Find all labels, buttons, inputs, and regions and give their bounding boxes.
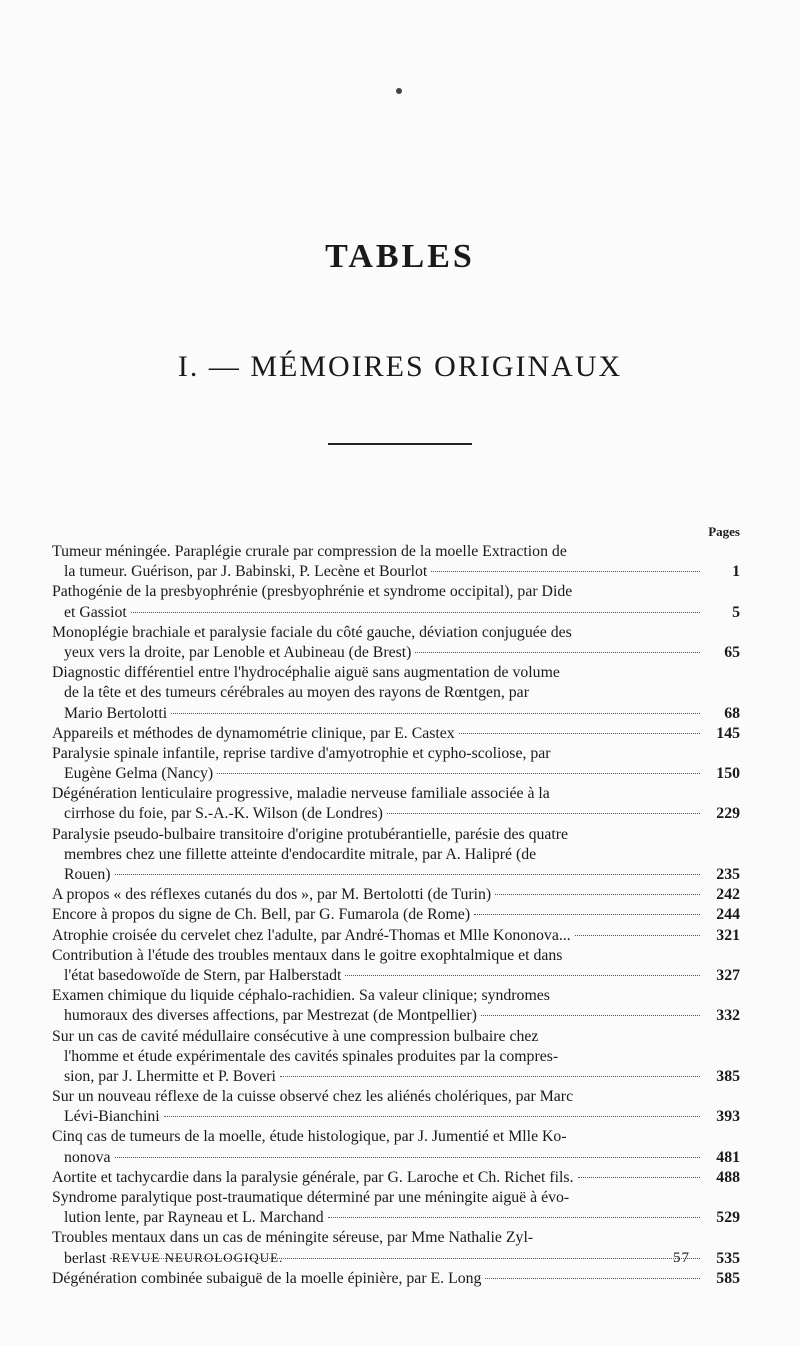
toc-entry-text: A propos « des réflexes cutanés du dos », par M. Bertolotti (de Turin) — [52, 886, 492, 904]
toc-entry-text: Eugène Gelma (Nancy) — [64, 765, 214, 783]
toc-entry-text: nonova — [64, 1148, 111, 1166]
toc-entry — [52, 663, 740, 724]
toc-page-number: 5 — [732, 603, 740, 621]
toc-page-number: 321 — [716, 926, 740, 944]
toc-page-number: 488 — [716, 1168, 740, 1186]
toc-entry-line — [52, 704, 740, 724]
toc-entry — [52, 1027, 740, 1088]
toc-entry-text: Paralysie pseudo-bulbaire transitoire d'origine protubérantielle, parésie des quatre — [52, 825, 569, 843]
toc-entry-line — [52, 1087, 740, 1107]
toc-entry-line — [52, 885, 740, 905]
toc-entry-text: Paralysie spinale infantile, reprise tardive d'amyotrophie et cypho-scoliose, par — [52, 744, 551, 762]
toc-entry — [52, 1188, 740, 1228]
journal-name: REVUE NEUROLOGIQUE. — [112, 1250, 284, 1265]
toc-entry-line — [52, 582, 740, 602]
dot-leader — [280, 1076, 700, 1077]
toc-entry-line — [52, 1067, 740, 1087]
dot-leader — [171, 713, 700, 714]
toc-entry — [52, 1127, 740, 1167]
toc-entry — [52, 744, 740, 784]
toc-page-number: 65 — [724, 643, 740, 661]
ink-dot — [396, 88, 402, 94]
dot-leader — [415, 652, 700, 653]
dot-leader — [387, 813, 700, 814]
toc-entry-text: lution lente, par Rayneau et L. Marchand — [64, 1209, 324, 1227]
toc-entry-line — [52, 724, 740, 744]
toc-entry — [52, 582, 740, 622]
pages-column-header: Pages — [708, 524, 740, 539]
toc-entry-text: Sur un nouveau réflexe de la cuisse observé chez les aliénés cholériques, par Marc — [52, 1088, 574, 1106]
toc-entry-text: Mario Bertolotti — [64, 704, 168, 722]
dot-leader — [217, 773, 700, 774]
toc-entry-text: sion, par J. Lhermitte et P. Boveri — [64, 1067, 276, 1085]
toc-entry — [52, 986, 740, 1026]
toc-entry-text: cirrhose du foie, par S.-A.-K. Wilson (de Londres) — [64, 805, 383, 823]
toc-entry-text: Atrophie croisée du cervelet chez l'adulte, par André-Thomas et Mlle Kononova... — [52, 926, 571, 944]
toc-entry-text: Tumeur méningée. Paraplégie crurale par compression de la moelle Extraction de — [52, 543, 567, 560]
toc-entry-line — [52, 663, 740, 683]
toc-page-number: 535 — [716, 1249, 740, 1267]
toc-entry-text: et Gassiot — [64, 603, 127, 621]
toc-entry-text: Diagnostic différentiel entre l'hydrocéphalie aiguë sans augmentation de volume — [52, 664, 560, 682]
toc-entry-text: yeux vers la droite, par Lenoble et Aubineau (de Brest) — [64, 643, 412, 661]
toc-entry-text: Troubles mentaux dans un cas de méningite séreuse, par Mme Nathalie Zyl- — [52, 1229, 534, 1247]
toc-entry-line — [52, 643, 740, 663]
toc-entry-line — [52, 1107, 740, 1127]
toc-entry-line — [52, 926, 740, 946]
dot-leader — [495, 894, 700, 895]
toc-entry-line — [52, 905, 740, 925]
divider — [328, 443, 472, 445]
toc-entry-line — [52, 986, 740, 1006]
toc-entry-text: berlast — [64, 1249, 107, 1267]
toc-entry-text: Appareils et méthodes de dynamométrie clinique, par E. Castex — [52, 724, 455, 742]
toc-entry-line — [52, 1127, 740, 1147]
toc-entry-line — [52, 1006, 740, 1026]
toc-entry-line — [52, 1269, 740, 1289]
toc-entry-text: Aortite et tachycardie dans la paralysie générale, par G. Laroche et Ch. Richet fils. — [52, 1168, 574, 1186]
toc-entry-line — [52, 865, 740, 885]
toc-entry — [52, 623, 740, 663]
dot-leader — [164, 1116, 700, 1117]
toc-entry-text: Cinq cas de tumeurs de la moelle, étude histologique, par J. Jumentié et Mlle Ko- — [52, 1128, 567, 1146]
dot-leader — [328, 1217, 700, 1218]
table-of-contents — [52, 542, 740, 1289]
toc-entry-text: Contribution à l'étude des troubles mentaux dans le goitre exophtalmique et dans — [52, 946, 563, 964]
dot-leader — [578, 1177, 700, 1178]
toc-entry-text: la tumeur. Guérison, par J. Babinski, P. Lecène et Bourlot — [64, 563, 428, 581]
toc-entry-line — [52, 1148, 740, 1168]
toc-entry-text: Encore à propos du signe de Ch. Bell, par G. Fumarola (de Rome) — [52, 906, 471, 924]
toc-entry — [52, 724, 740, 744]
toc-entry — [52, 1168, 740, 1188]
page-footer — [112, 1250, 690, 1267]
toc-entry-text: Monoplégie brachiale et paralysie faciale du côté gauche, déviation conjuguée des — [52, 623, 572, 641]
toc-entry-text: Sur un cas de cavité médullaire consécutive à une compression bulbaire chez — [52, 1027, 539, 1045]
toc-entry-line — [52, 804, 740, 824]
toc-entry-line — [52, 764, 740, 784]
page-number: 57 — [673, 1250, 690, 1266]
toc-page-number: 150 — [716, 765, 740, 783]
toc-page-number: 529 — [716, 1209, 740, 1227]
toc-page-number: 385 — [716, 1067, 740, 1085]
dot-leader — [459, 733, 700, 734]
toc-page-number: 327 — [716, 966, 740, 984]
toc-entry-text: Rouen) — [64, 866, 111, 883]
toc-entry-text: Dégénération combinée subaiguë de la moelle épinière, par E. Long — [52, 1269, 482, 1287]
toc-entry-line — [52, 966, 740, 986]
toc-entry-text: membres chez une fillette atteinte d'endocardite mitrale, par A. Halipré (de — [64, 845, 537, 863]
dot-leader — [131, 612, 700, 613]
toc-entry-line — [52, 603, 740, 623]
toc-entry-line — [52, 1188, 740, 1208]
toc-entry-line — [52, 784, 740, 804]
dot-leader — [485, 1278, 700, 1279]
toc-entry — [52, 784, 740, 824]
toc-page-number: 244 — [716, 906, 740, 924]
toc-entry-line — [52, 542, 740, 562]
toc-entry-text: Dégénération lenticulaire progressive, maladie nerveuse familiale associée à la — [52, 785, 550, 803]
toc-entry-line — [52, 683, 740, 703]
toc-page-number: 68 — [724, 704, 740, 722]
toc-entry-text: de la tête et des tumeurs cérébrales au moyen des rayons de Rœntgen, par — [64, 684, 529, 702]
toc-page-number: 242 — [716, 886, 740, 904]
toc-entry — [52, 542, 740, 582]
toc-entry-line — [52, 1228, 740, 1248]
toc-entry-text: Examen chimique du liquide céphalo-rachidien. Sa valeur clinique; syndromes — [52, 987, 550, 1005]
toc-entry-line — [52, 1027, 740, 1047]
toc-entry — [52, 926, 740, 946]
toc-entry-text: Lévi-Bianchini — [64, 1108, 160, 1126]
page-title: TABLES — [325, 238, 475, 275]
toc-page-number: 332 — [716, 1007, 740, 1025]
toc-page-number: 145 — [716, 724, 740, 742]
toc-page-number: 235 — [716, 866, 740, 883]
dot-leader — [481, 1015, 700, 1016]
toc-entry-line — [52, 1208, 740, 1228]
toc-page-number: 1 — [732, 563, 740, 581]
toc-entry — [52, 1087, 740, 1127]
dot-leader — [115, 874, 700, 875]
toc-page-number: 229 — [716, 805, 740, 823]
dot-leader — [431, 571, 700, 572]
dot-leader — [115, 1157, 700, 1158]
toc-entry-text: l'état basedowoïde de Stern, par Halberstadt — [64, 966, 342, 984]
toc-entry — [52, 1269, 740, 1289]
toc-entry-line — [52, 623, 740, 643]
toc-entry-line — [52, 1047, 740, 1067]
dot-leader — [474, 914, 700, 915]
toc-entry-line — [52, 946, 740, 966]
dot-leader — [575, 935, 700, 936]
toc-page-number: 585 — [716, 1269, 740, 1287]
toc-entry-line — [52, 562, 740, 582]
toc-entry-line — [52, 1168, 740, 1188]
toc-entry — [52, 946, 740, 986]
toc-entry — [52, 885, 740, 905]
section-title: I. — MÉMOIRES ORIGINAUX — [177, 350, 623, 383]
toc-entry-text: Syndrome paralytique post-traumatique déterminé par une méningite aiguë à évo- — [52, 1189, 570, 1206]
toc-entry — [52, 905, 740, 925]
toc-page-number: 393 — [716, 1108, 740, 1126]
toc-entry-line — [52, 744, 740, 764]
toc-page-number: 481 — [716, 1148, 740, 1166]
toc-entry-text: Pathogénie de la presbyophrénie (presbyophrénie et syndrome occipital), par Dide — [52, 583, 573, 601]
toc-entry — [52, 825, 740, 886]
toc-entry-text: l'homme et étude expérimentale des cavités spinales produites par la compres- — [64, 1047, 559, 1065]
toc-entry-line — [52, 845, 740, 865]
toc-entry-line — [52, 825, 740, 845]
toc-entry-text: humoraux des diverses affections, par Mestrezat (de Montpellier) — [64, 1007, 477, 1025]
dot-leader — [345, 975, 700, 976]
